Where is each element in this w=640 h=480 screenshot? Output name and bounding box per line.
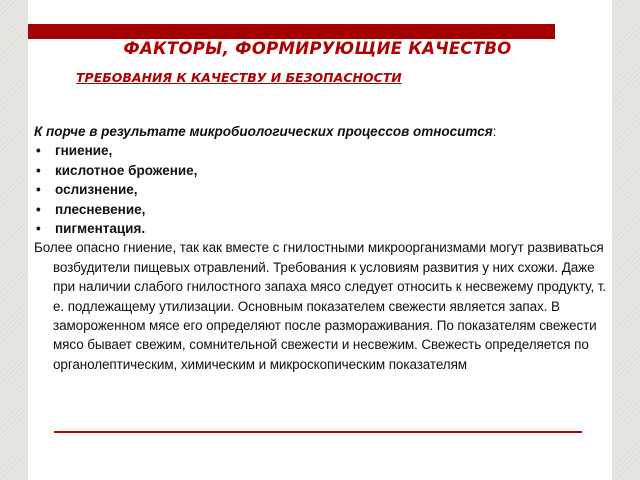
bottom-divider (54, 431, 582, 433)
list-item (34, 180, 610, 199)
intro-colon: : (492, 124, 497, 139)
list-item (34, 219, 610, 238)
list-item-text: ослизнение, (55, 182, 138, 198)
body-paragraph: Более опасно гниение, так как вместе с гнилостными микроорганизмами могут развиваться возбудители пищевых отравлений. Требования к условиям развития у них схожи. Даже при наличии слабого гнилостного запаха мясо следует относить к несвежему продукту, т. е. подлежащему утилизации. Основным показателем свежести является запах. В замороженном мясе его определяют после размораживания. По показателям свежести мясо бывает свежим, сомнительной свежести и несвежим. Свежесть определяется по органолептическим, химическим и микроскопическим показателям (34, 240, 607, 372)
slide-subtitle: ТРЕБОВАНИЯ К КАЧЕСТВУ И БЕЗОПАСНОСТИ (76, 70, 402, 85)
list-item-text: пигментация. (55, 221, 146, 237)
slide-body (34, 122, 610, 374)
intro-line (34, 122, 610, 141)
top-accent-bar (28, 24, 555, 39)
bullet-icon: • (36, 162, 41, 178)
list-item (34, 141, 610, 160)
list-item (34, 161, 610, 180)
bullet-icon: • (36, 143, 41, 159)
list-item-text: гниение, (55, 143, 113, 159)
slide-title: ФАКТОРЫ, ФОРМИРУЮЩИЕ КАЧЕСТВО (123, 39, 512, 58)
list-item (34, 200, 610, 219)
bullet-icon: • (36, 221, 41, 237)
bullet-icon: • (36, 182, 41, 198)
list-item-text: кислотное брожение, (55, 162, 198, 178)
bullet-icon: • (36, 201, 41, 217)
intro-text: К порче в результате микробиологических процессов относится (34, 124, 493, 139)
spoilage-list (34, 141, 610, 238)
list-item-text: плесневение, (55, 201, 146, 217)
